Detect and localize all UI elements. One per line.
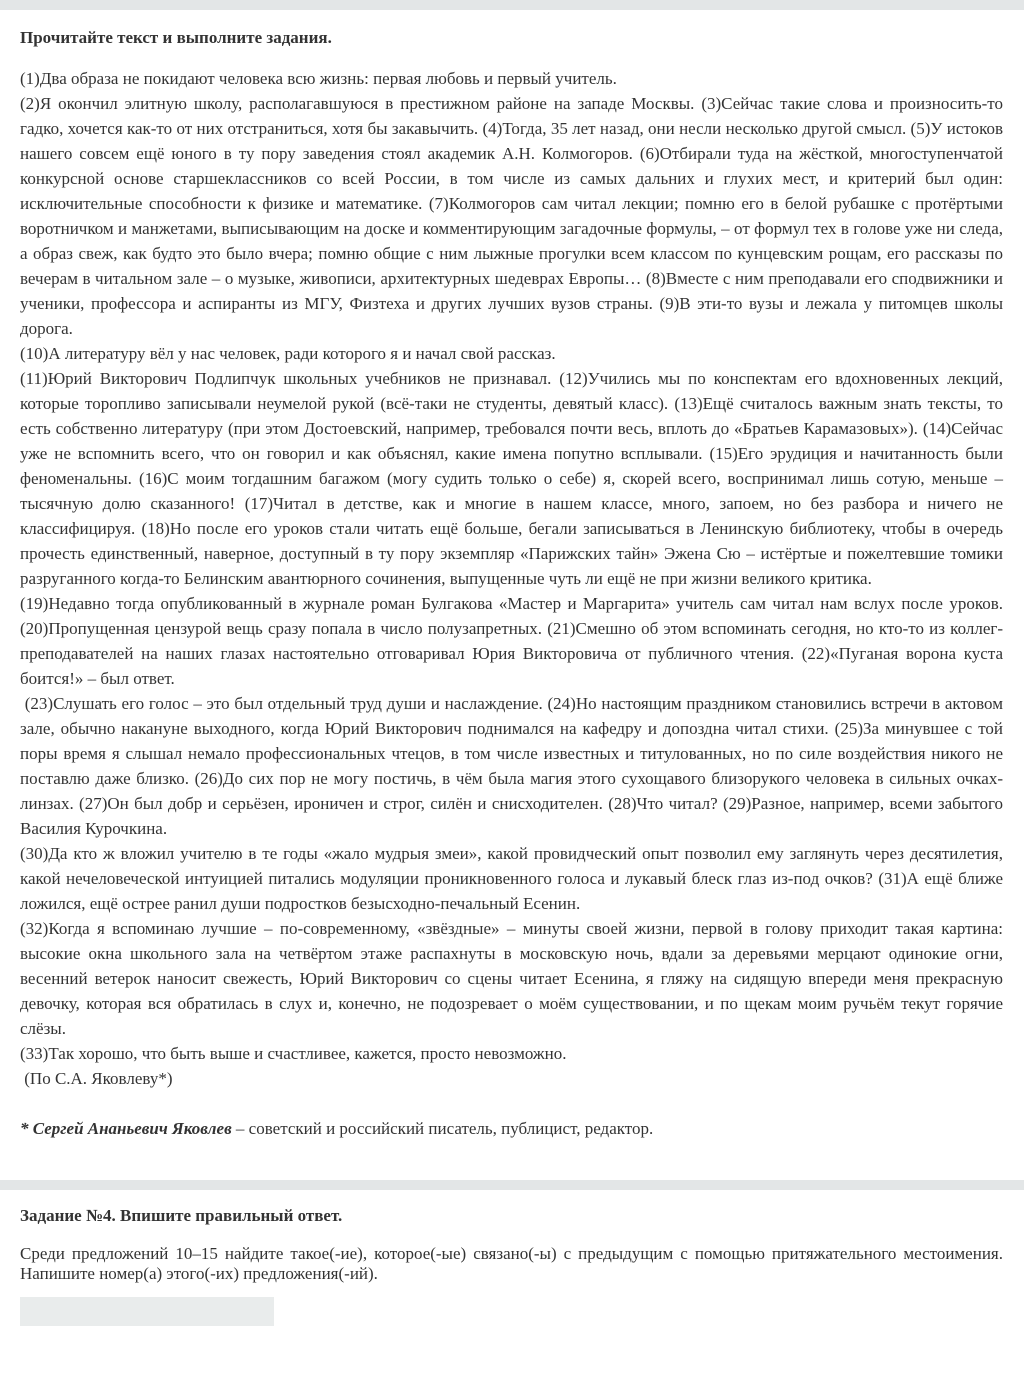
author-footnote [20,1116,1003,1141]
reading-instruction: Прочитайте текст и выполните задания. [20,28,332,47]
reading-section [20,28,1008,1141]
paragraph: (19)Недавно тогда опубликованный в журнале роман Булгакова «Мастер и Маргарита» учитель сам читал нам вслух после уроков. (20)Пропущенная цензурой вещь сразу попала в число полузапретных. (21)Смешно об этом вспоминать сегодня, но кто-то из коллег-преподавателей на наших глазах настоятельно отговаривал Юрия Викторовича от публичного чтения. (22)«Пуганая ворона куста боится!» – был ответ. [20,594,1003,688]
paragraph: (1)Два образа не покидают человека всю жизнь: первая любовь и первый учитель. [20,69,617,88]
top-divider [0,0,1024,10]
task-title: Задание №4. Впишите правильный ответ. [20,1206,343,1225]
paragraph: (33)Так хорошо, что быть выше и счастливее, кажется, просто невозможно. [20,1044,567,1063]
footnote-marker: * [20,1119,33,1138]
paragraph: (10)А литературу вёл у нас человек, ради которого я и начал свой рассказ. [20,344,556,363]
task-section [20,1206,1003,1326]
footnote-description: – советский и российский писатель, публицист, редактор. [231,1119,654,1138]
source-attribution: (По С.А. Яковлеву*) [20,1069,173,1088]
paragraph: (32)Когда я вспоминаю лучшие – по-современному, «звёздные» – минуты своей жизни, первой в голову приходит такая картина: высокие окна школьного зала на четвёртом этаже распахнуты в московскую ночь, вдали за деревьями мерцают одинокие огни, весенний ветерок наносит свежесть, Юрий Викторович со сцены читает Есенина, я гляжу на сидящую впереди меня прекрасную девочку, которая вся обратилась в слух и, конечно, не подозревает о моём существовании, и по щекам моим ручьём текут горячие слёзы. [20,919,1003,1038]
task-question: Среди предложений 10–15 найдите такое(-ие), которое(-ые) связано(-ы) с предыдущим с помощью притяжательного местоимения. Напишите номер(а) этого(-их) предложения(-ий). [20,1244,1003,1283]
reading-text [20,66,1008,1091]
paragraph: (11)Юрий Викторович Подлипчук школьных учебников не признавал. (12)Учились мы по конспектам его вдохновенных лекций, которые торопливо записывали неумелой рукой (всё-таки не студенты, девятый класс). (13)Ещё считалось важным знать тексты, то есть собственно литературу (при этом Достоевский, например, требовался почти весь, вплоть до «Братьев Карамазовых»). (14)Сейчас уже не вспомнить всего, что он говорил и как объяснял, какие имена попутно всплывали. (15)Его эрудиция и начитанность были феноменальны. (16)С моим тогдашним багажом (могу судить только о себе) я, скорей всего, воспринимал лишь сотую, меньше – тысячную долю сказанного! (17)Читал в детстве, как и многие в нашем классе, много, запоем, но без разбора и ничего не классифицируя. (18)Но после его уроков стали читать ещё больше, бегали записываться в Ленинскую библиотеку, чтобы в очередь прочесть единственный, наверное, доступный в ту пору экземпляр «Парижских тайн» Эжена Сю – истёртые и пожелтевшие томики разруганного когда-то Белинским авантюрного сочинения, выпущенные чуть ли ещё не при жизни великого критика. [20,369,1003,588]
paragraph: (23)Слушать его голос – это был отдельный труд души и наслаждение. (24)Но настоящим праздником становились встречи в актовом зале, обычно накануне выходного, когда Юрий Викторович поднимался на кафедру и допоздна читал стихи. (25)За минувшее с той поры время я слышал немало профессиональных чтецов, в том числе известных и титулованных, но по силе воздействия никого не поставлю даже близко. (26)До сих пор не могу постичь, в чём была магия этого сухощавого близорукого человека в сильных очках-линзах. (27)Он был добр и серьёзен, ироничен и строг, силён и снисходителен. (28)Что читал? (29)Разное, например, всеми забытого Василия Курочкина. [20,694,1008,838]
section-divider [0,1180,1024,1190]
paragraph: (2)Я окончил элитную школу, располагавшуюся в престижном районе на западе Москвы. (3)Сейчас такие слова и произносить-то гадко, хочется как-то от них отстраниться, хотя бы закавычить. (4)Тогда, 35 лет назад, они несли несколько другой смысл. (5)У истоков нашего совсем ещё юного в ту пору заведения стоял академик А.Н. Колмогоров. (6)Отбирали туда на жёсткой, многоступенчатой конкурсной основе старшеклассников со всей России, в том числе из самых дальних и глухих мест, и критерий был один: исключительные способности к физике и математике. (7)Колмогоров сам читал лекции; помню его в белой рубашке с протёртыми воротничком и манжетами, выписывающим на доске и комментирующим загадочные формулы, – от формул тех в голове уже ни следа, а образ свеж, как будто это было вчера; помню общие с ним лыжные прогулки всем классом по кунцевским рощам, его рассказы по вечерам в читальном зале – о музыке, живописи, архитектурных шедеврах Европы… (8)Вместе с ним преподавали его сподвижники и ученики, профессора и аспиранты из МГУ, Физтеха и других лучших вузов страны. (9)В эти-то вузы и лежала у питомцев школы дорога. [20,94,1003,338]
answer-input[interactable] [20,1297,274,1326]
footnote-author-name: Сергей Ананьевич Яковлев [32,1119,232,1138]
paragraph: (30)Да кто ж вложил учителю в те годы «жало мудрыя змеи», какой провидческий опыт позволил ему заглянуть через десятилетия, какой нечеловеческой интуицией питались модуляции проникновенного голоса и лукавый блеск глаз из-под очков? (31)А ещё ближе ложился, ещё острее ранил души подростков безысходно-печальный Есенин. [20,844,1003,913]
